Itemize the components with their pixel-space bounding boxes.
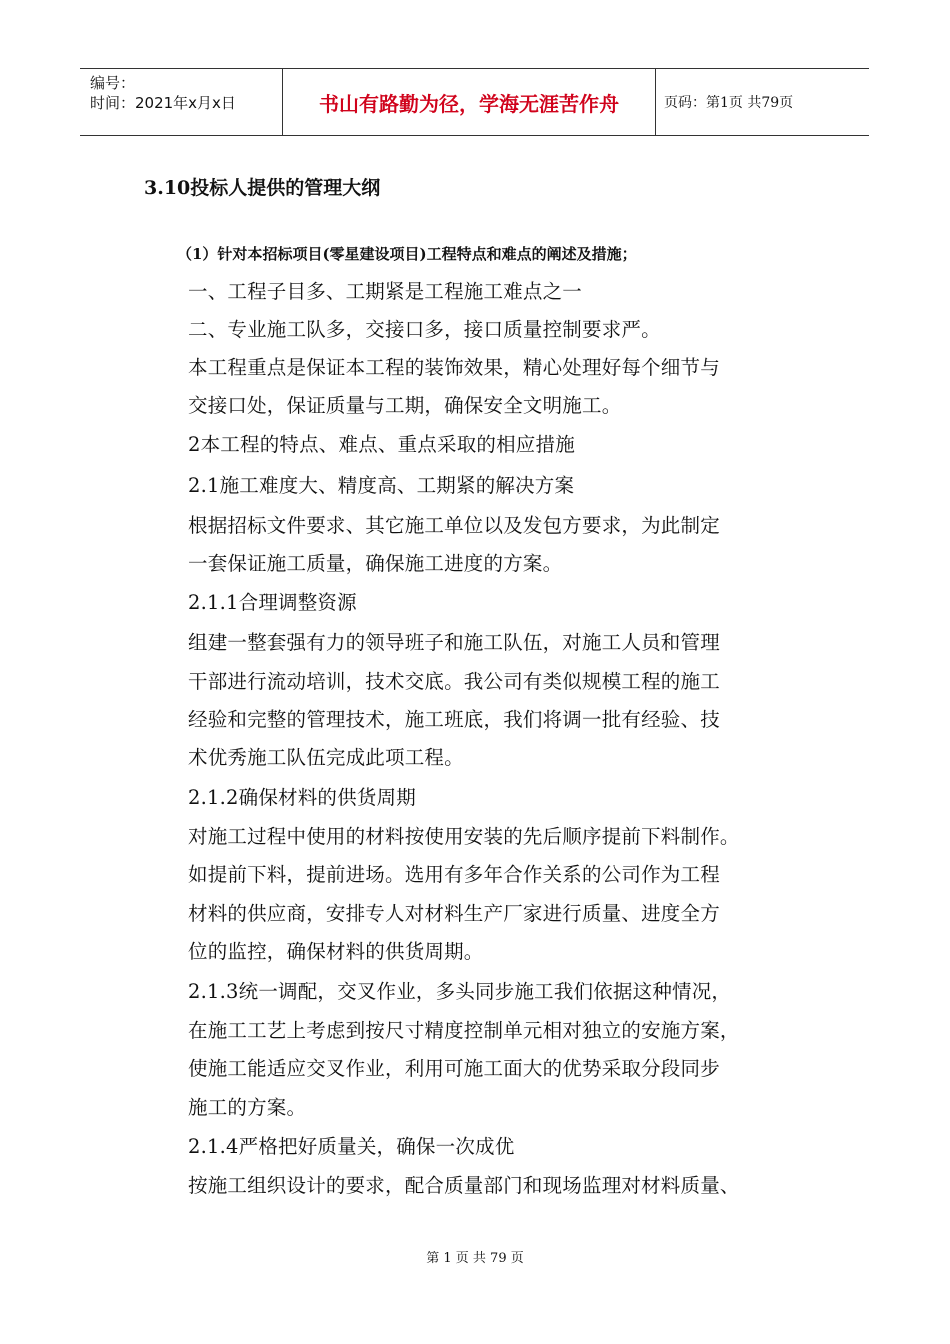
body-line: 术优秀施工队伍完成此项工程。 [188, 746, 464, 769]
body-line: 干部进行流动培训，技术交底。我公司有类似规模工程的施工 [188, 670, 720, 693]
body-line: 2.1.1合理调整资源 [188, 591, 357, 614]
page-footer: 第 1 页 共 79 页 [426, 1251, 524, 1266]
document-time-label: 时间：2021年x月x日 [90, 94, 236, 112]
body-line: 经验和完整的管理技术，施工班底，我们将调一批有经验、技 [188, 708, 720, 731]
body-line: 2.1.3统一调配，交叉作业，多头同步施工我们依据这种情况， [188, 980, 732, 1003]
body-line: 根据招标文件要求、其它施工单位以及发包方要求，为此制定 [188, 514, 720, 537]
body-line: 使施工能适应交叉作业，利用可施工面大的优势采取分段同步 [188, 1057, 720, 1080]
body-line: 本工程重点是保证本工程的装饰效果，精心处理好每个细节与 [188, 356, 720, 379]
body-line: 交接口处，保证质量与工期，确保安全文明施工。 [188, 394, 622, 417]
section-title: 3.10投标人提供的管理大纲 [144, 177, 381, 199]
body-line: 对施工过程中使用的材料按使用安装的先后顺序提前下料制作。 [188, 825, 740, 848]
body-line: 2本工程的特点、难点、重点采取的相应措施 [188, 433, 575, 456]
body-line: 二、专业施工队多，交接口多，接口质量控制要求严。 [188, 318, 661, 341]
body-line: 如提前下料，提前进场。选用有多年合作关系的公司作为工程 [188, 863, 720, 886]
body-line: 一、工程子目多、工期紧是工程施工难点之一 [188, 280, 583, 303]
body-line: 2.1施工难度大、精度高、工期紧的解决方案 [188, 474, 575, 497]
header-table [80, 68, 869, 136]
body-line: 2.1.2确保材料的供货周期 [188, 786, 416, 809]
body-line: 位的监控，确保材料的供货周期。 [188, 940, 484, 963]
body-line: 施工的方案。 [188, 1096, 307, 1119]
document-number-label: 编号： [90, 74, 136, 92]
header-motto: 书山有路勤为径，学海无涯苦作舟 [282, 69, 656, 135]
body-line: 按施工组织设计的要求，配合质量部门和现场监理对材料质量、 [188, 1174, 740, 1197]
body-line: 2.1.4严格把好质量关，确保一次成优 [188, 1135, 515, 1158]
header-page-info: 页码：第1页 共79页 [664, 95, 794, 111]
header-meta [80, 69, 282, 135]
body-line: 在施工工艺上考虑到按尺寸精度控制单元相对独立的安施方案， [188, 1019, 740, 1042]
body-line: 材料的供应商，安排专人对材料生产厂家进行质量、进度全方 [188, 902, 720, 925]
body-line: 组建一整套强有力的领导班子和施工队伍，对施工人员和管理 [188, 631, 720, 654]
subheading: （1）针对本招标项目(零星建设项目)工程特点和难点的阐述及措施； [177, 245, 637, 263]
body-line: 一套保证施工质量，确保施工进度的方案。 [188, 552, 563, 575]
